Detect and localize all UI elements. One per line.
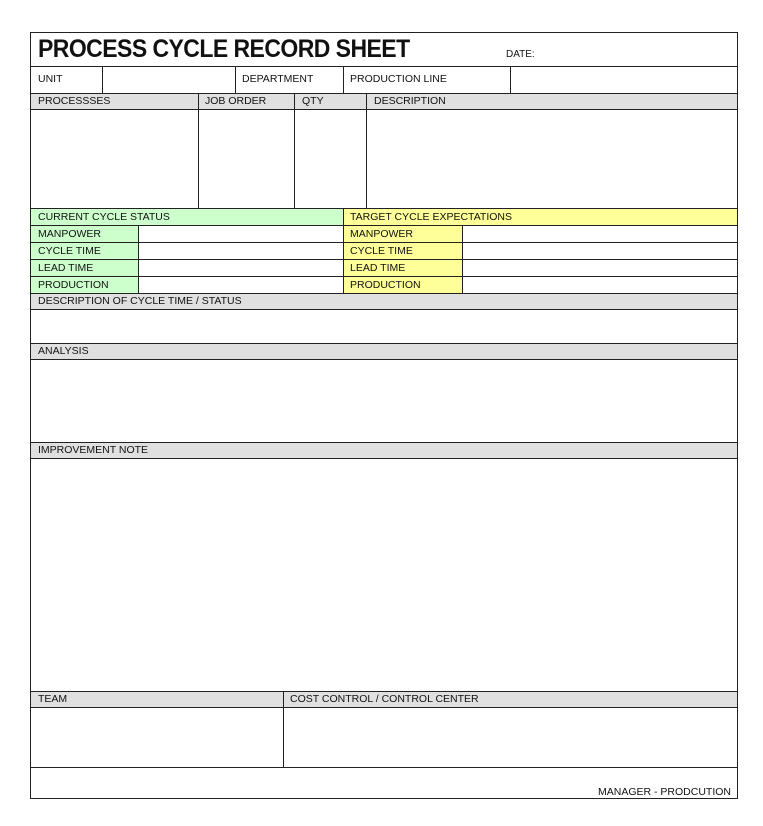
current-production-label: PRODUCTION	[38, 279, 109, 291]
description-of-cycle-time-label: DESCRIPTION OF CYCLE TIME / STATUS	[38, 295, 242, 307]
processes-column-header: PROCESSSES	[38, 95, 111, 107]
job-order-cell[interactable]	[199, 110, 294, 207]
production-line-label: PRODUCTION LINE	[350, 73, 447, 85]
target-manpower-field[interactable]	[463, 226, 737, 242]
current-lead-time-field[interactable]	[139, 260, 343, 276]
description-of-cycle-time-field[interactable]	[31, 310, 737, 342]
description-column-header: DESCRIPTION	[374, 95, 446, 107]
cost-control-label: COST CONTROL / CONTROL CENTER	[290, 693, 479, 705]
current-cycle-time-label: CYCLE TIME	[38, 245, 101, 257]
date-label: DATE:	[506, 49, 535, 60]
target-production-label: PRODUCTION	[350, 279, 421, 291]
cost-control-field[interactable]	[284, 708, 737, 766]
target-production-field[interactable]	[463, 277, 737, 293]
process-cycle-record-sheet	[30, 32, 738, 799]
unit-field[interactable]	[103, 67, 235, 93]
improvement-note-label: IMPROVEMENT NOTE	[38, 444, 149, 456]
description-cell[interactable]	[367, 110, 737, 207]
team-field[interactable]	[31, 708, 283, 766]
qty-cell[interactable]	[295, 110, 366, 207]
manager-production-label: MANAGER - PRODCUTION	[597, 786, 731, 798]
analysis-field[interactable]	[31, 360, 737, 441]
analysis-label: ANALYSIS	[38, 345, 89, 357]
job-order-column-header: JOB ORDER	[205, 95, 267, 107]
current-cycle-time-field[interactable]	[139, 243, 343, 259]
target-lead-time-label: LEAD TIME	[350, 262, 406, 274]
page-title: PROCESS CYCLE RECORD SHEET	[38, 35, 410, 63]
unit-label: UNIT	[38, 73, 63, 85]
date-field[interactable]	[546, 43, 731, 63]
processes-cell[interactable]	[31, 110, 198, 207]
current-manpower-label: MANPOWER	[38, 228, 101, 240]
team-label: TEAM	[38, 693, 68, 705]
improvement-note-field[interactable]	[31, 459, 737, 690]
current-manpower-field[interactable]	[139, 226, 343, 242]
department-label: DEPARTMENT	[242, 73, 314, 85]
target-cycle-expectations-heading: TARGET CYCLE EXPECTATIONS	[350, 211, 513, 223]
current-cycle-status-heading: CURRENT CYCLE STATUS	[38, 211, 170, 223]
target-lead-time-field[interactable]	[463, 260, 737, 276]
current-production-field[interactable]	[139, 277, 343, 293]
target-cycle-time-field[interactable]	[463, 243, 737, 259]
qty-column-header: QTY	[302, 95, 324, 107]
production-line-field[interactable]	[511, 67, 738, 93]
target-manpower-label: MANPOWER	[350, 228, 413, 240]
target-cycle-time-label: CYCLE TIME	[350, 245, 413, 257]
analysis-section-header	[31, 344, 737, 359]
current-lead-time-label: LEAD TIME	[38, 262, 94, 274]
